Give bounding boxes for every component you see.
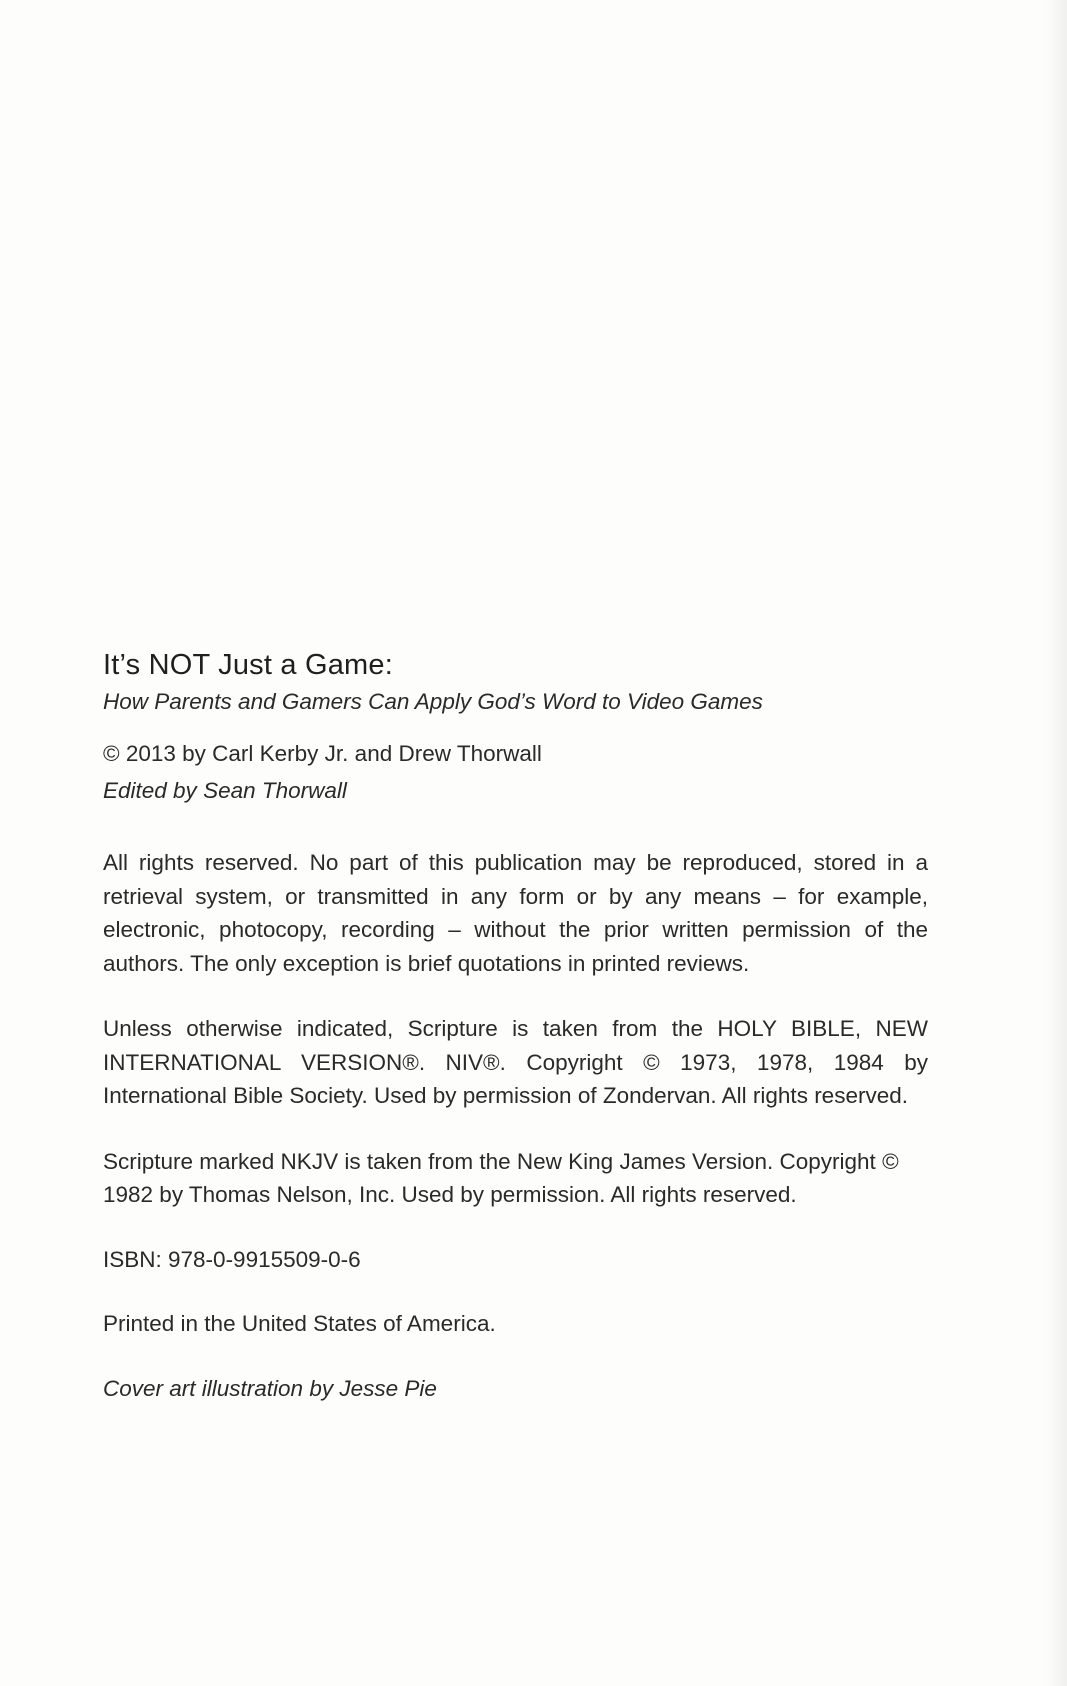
scripture-niv-paragraph: Unless otherwise indicated, Scripture is taken from the HOLY BIBLE, NEW INTERNATIONAL VERSION®. NIV®. Copyright © 1973, 1978, 1984 by International Bible Society. Used by permission of Zondervan. All rights reserved. xyxy=(103,1016,928,1108)
rights-reserved-paragraph: All rights reserved. No part of this publication may be reproduced, stored in a retrieval system, or transmitted in any form or by any means – for example, electronic, photocopy, recording – without the prior written permission of the authors. The only exception is brief quotations in printed reviews. xyxy=(103,850,928,976)
printed-location: Printed in the United States of America. xyxy=(103,1310,496,1336)
book-subtitle: How Parents and Gamers Can Apply God’s Word to Video Games xyxy=(103,689,763,714)
book-title: It’s NOT Just a Game: xyxy=(103,649,393,681)
editor-credit: Edited by Sean Thorwall xyxy=(103,778,347,803)
copyright-block xyxy=(103,648,928,1404)
page-edge-shadow xyxy=(1045,0,1067,1686)
scripture-nkjv-paragraph: Scripture marked NKJV is taken from the New King James Version. Copyright © 1982 by Thomas Nelson, Inc. Used by permission. All rights reserved. xyxy=(103,1148,899,1207)
isbn-number: ISBN: 978-0-9915509-0-6 xyxy=(103,1246,361,1272)
cover-art-credit: Cover art illustration by Jesse Pie xyxy=(103,1375,437,1401)
copyright-line: © 2013 by Carl Kerby Jr. and Drew Thorwall xyxy=(103,741,542,766)
